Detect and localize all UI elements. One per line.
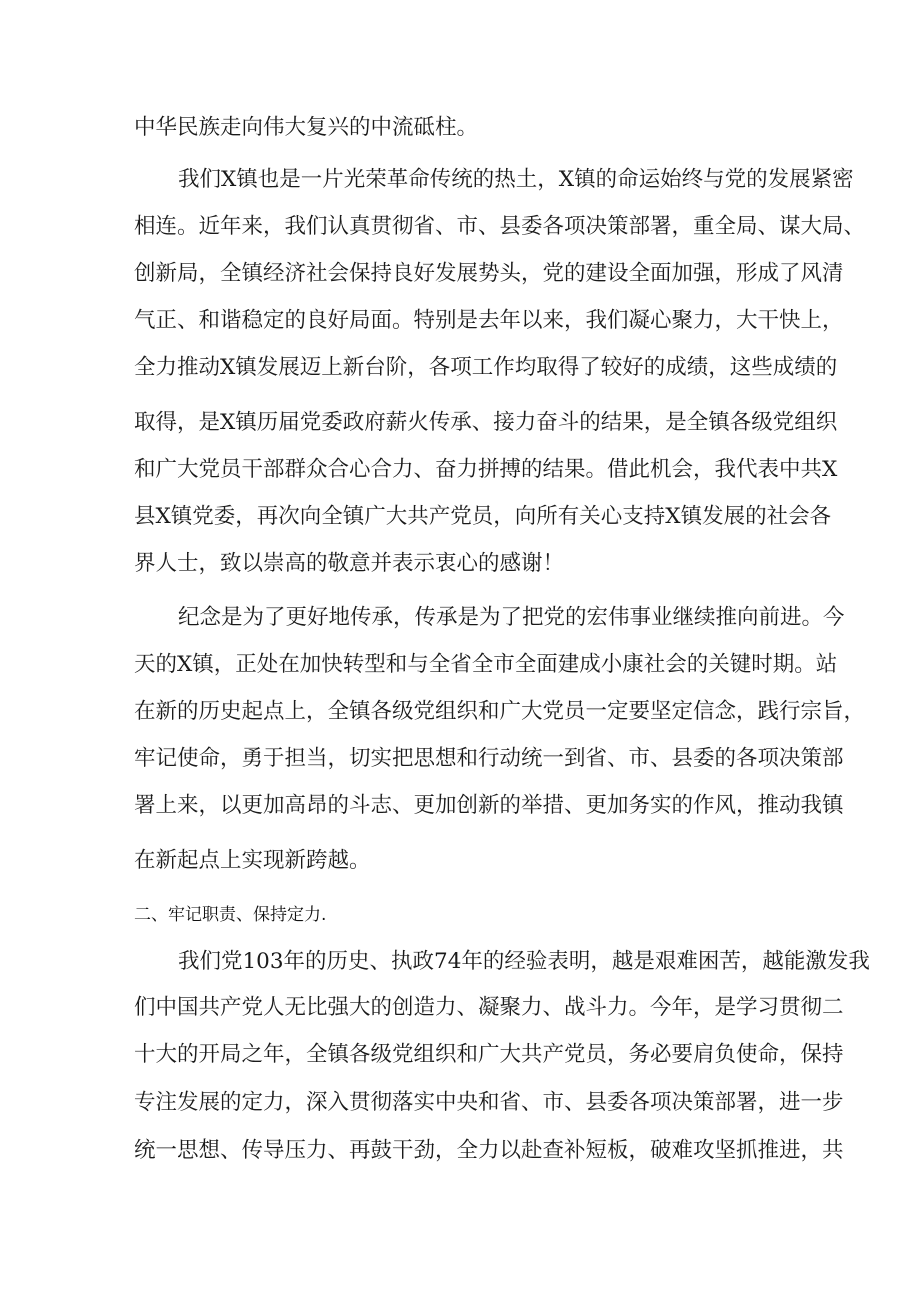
paragraph-2-line-1: 我们X镇也是一片光荣革命传统的热土，X镇的命运始终与党的发展紧密 (178, 167, 854, 192)
paragraph-3-line-5: 署上来，以更加高昂的斗志、更加创新的举措、更加务实的作风，推动我镇 (134, 793, 844, 818)
paragraph-2-line-9: 界人士，致以崇高的敬意并表示衷心的感谢！ (134, 551, 565, 576)
paragraph-4-line-3: 十大的开局之年，全镇各级党组织和广大共产党员，务必要肩负使命，保持 (134, 1042, 844, 1067)
paragraph-4-line-1: 我们党103年的历史、执政74年的经验表明，越是艰难困苦，越能激发我 (178, 949, 870, 974)
paragraph-2-line-7: 和广大党员干部群众合心合力、奋力拼搏的结果。借此机会，我代表中共X (134, 457, 838, 482)
paragraph-3-line-3: 在新的历史起点上，全镇各级党组织和广大党员一定要坚定信念，践行宗旨， (134, 699, 866, 724)
paragraph-4-line-2: 们中国共产党人无比强大的创造力、凝聚力、战斗力。今年，是学习贯彻二 (134, 995, 844, 1020)
paragraph-3-line-4: 牢记使命，勇于担当，切实把思想和行动统一到省、市、县委的各项决策部 (134, 746, 844, 771)
paragraph-4-line-4: 专注发展的定力，深入贯彻落实中央和省、市、县委各项决策部署，进一步 (134, 1090, 844, 1115)
paragraph-2-line-5: 全力推动X镇发展迈上新台阶，各项工作均取得了较好的成绩，这些成绩的 (134, 355, 838, 380)
paragraph-3-line-2: 天的X镇，正处在加快转型和与全省全市全面建成小康社会的关键时期。站 (134, 652, 838, 677)
paragraph-2-line-2: 相连。近年来，我们认真贯彻省、市、县委各项决策部署，重全局、谋大局、 (134, 214, 866, 239)
paragraph-2-line-8: 县X镇党委，再次向全镇广大共产党员，向所有关心支持X镇发展的社会各 (134, 504, 832, 529)
paragraph-1-line-1: 中华民族走向伟大复兴的中流砥柱。 (134, 115, 479, 140)
paragraph-2-line-6: 取得，是X镇历届党委政府薪火传承、接力奋斗的结果，是全镇各级党组织 (134, 410, 838, 435)
paragraph-2-line-4: 气正、和谐稳定的良好局面。特别是去年以来，我们凝心聚力，大干快上， (134, 308, 844, 333)
paragraph-3-line-1: 纪念是为了更好地传承，传承是为了把党的宏伟事业继续推向前进。今 (178, 605, 845, 630)
paragraph-3-line-6: 在新起点上实现新跨越。 (134, 848, 371, 873)
paragraph-4-line-5: 统一思想、传导压力、再鼓干劲，全力以赴查补短板，破难攻坚抓推进，共 (134, 1138, 844, 1163)
section-heading: 二、牢记职责、保持定力. (134, 905, 327, 925)
paragraph-2-line-3: 创新局，全镇经济社会保持良好发展势头，党的建设全面加强，形成了风清 (134, 261, 844, 286)
